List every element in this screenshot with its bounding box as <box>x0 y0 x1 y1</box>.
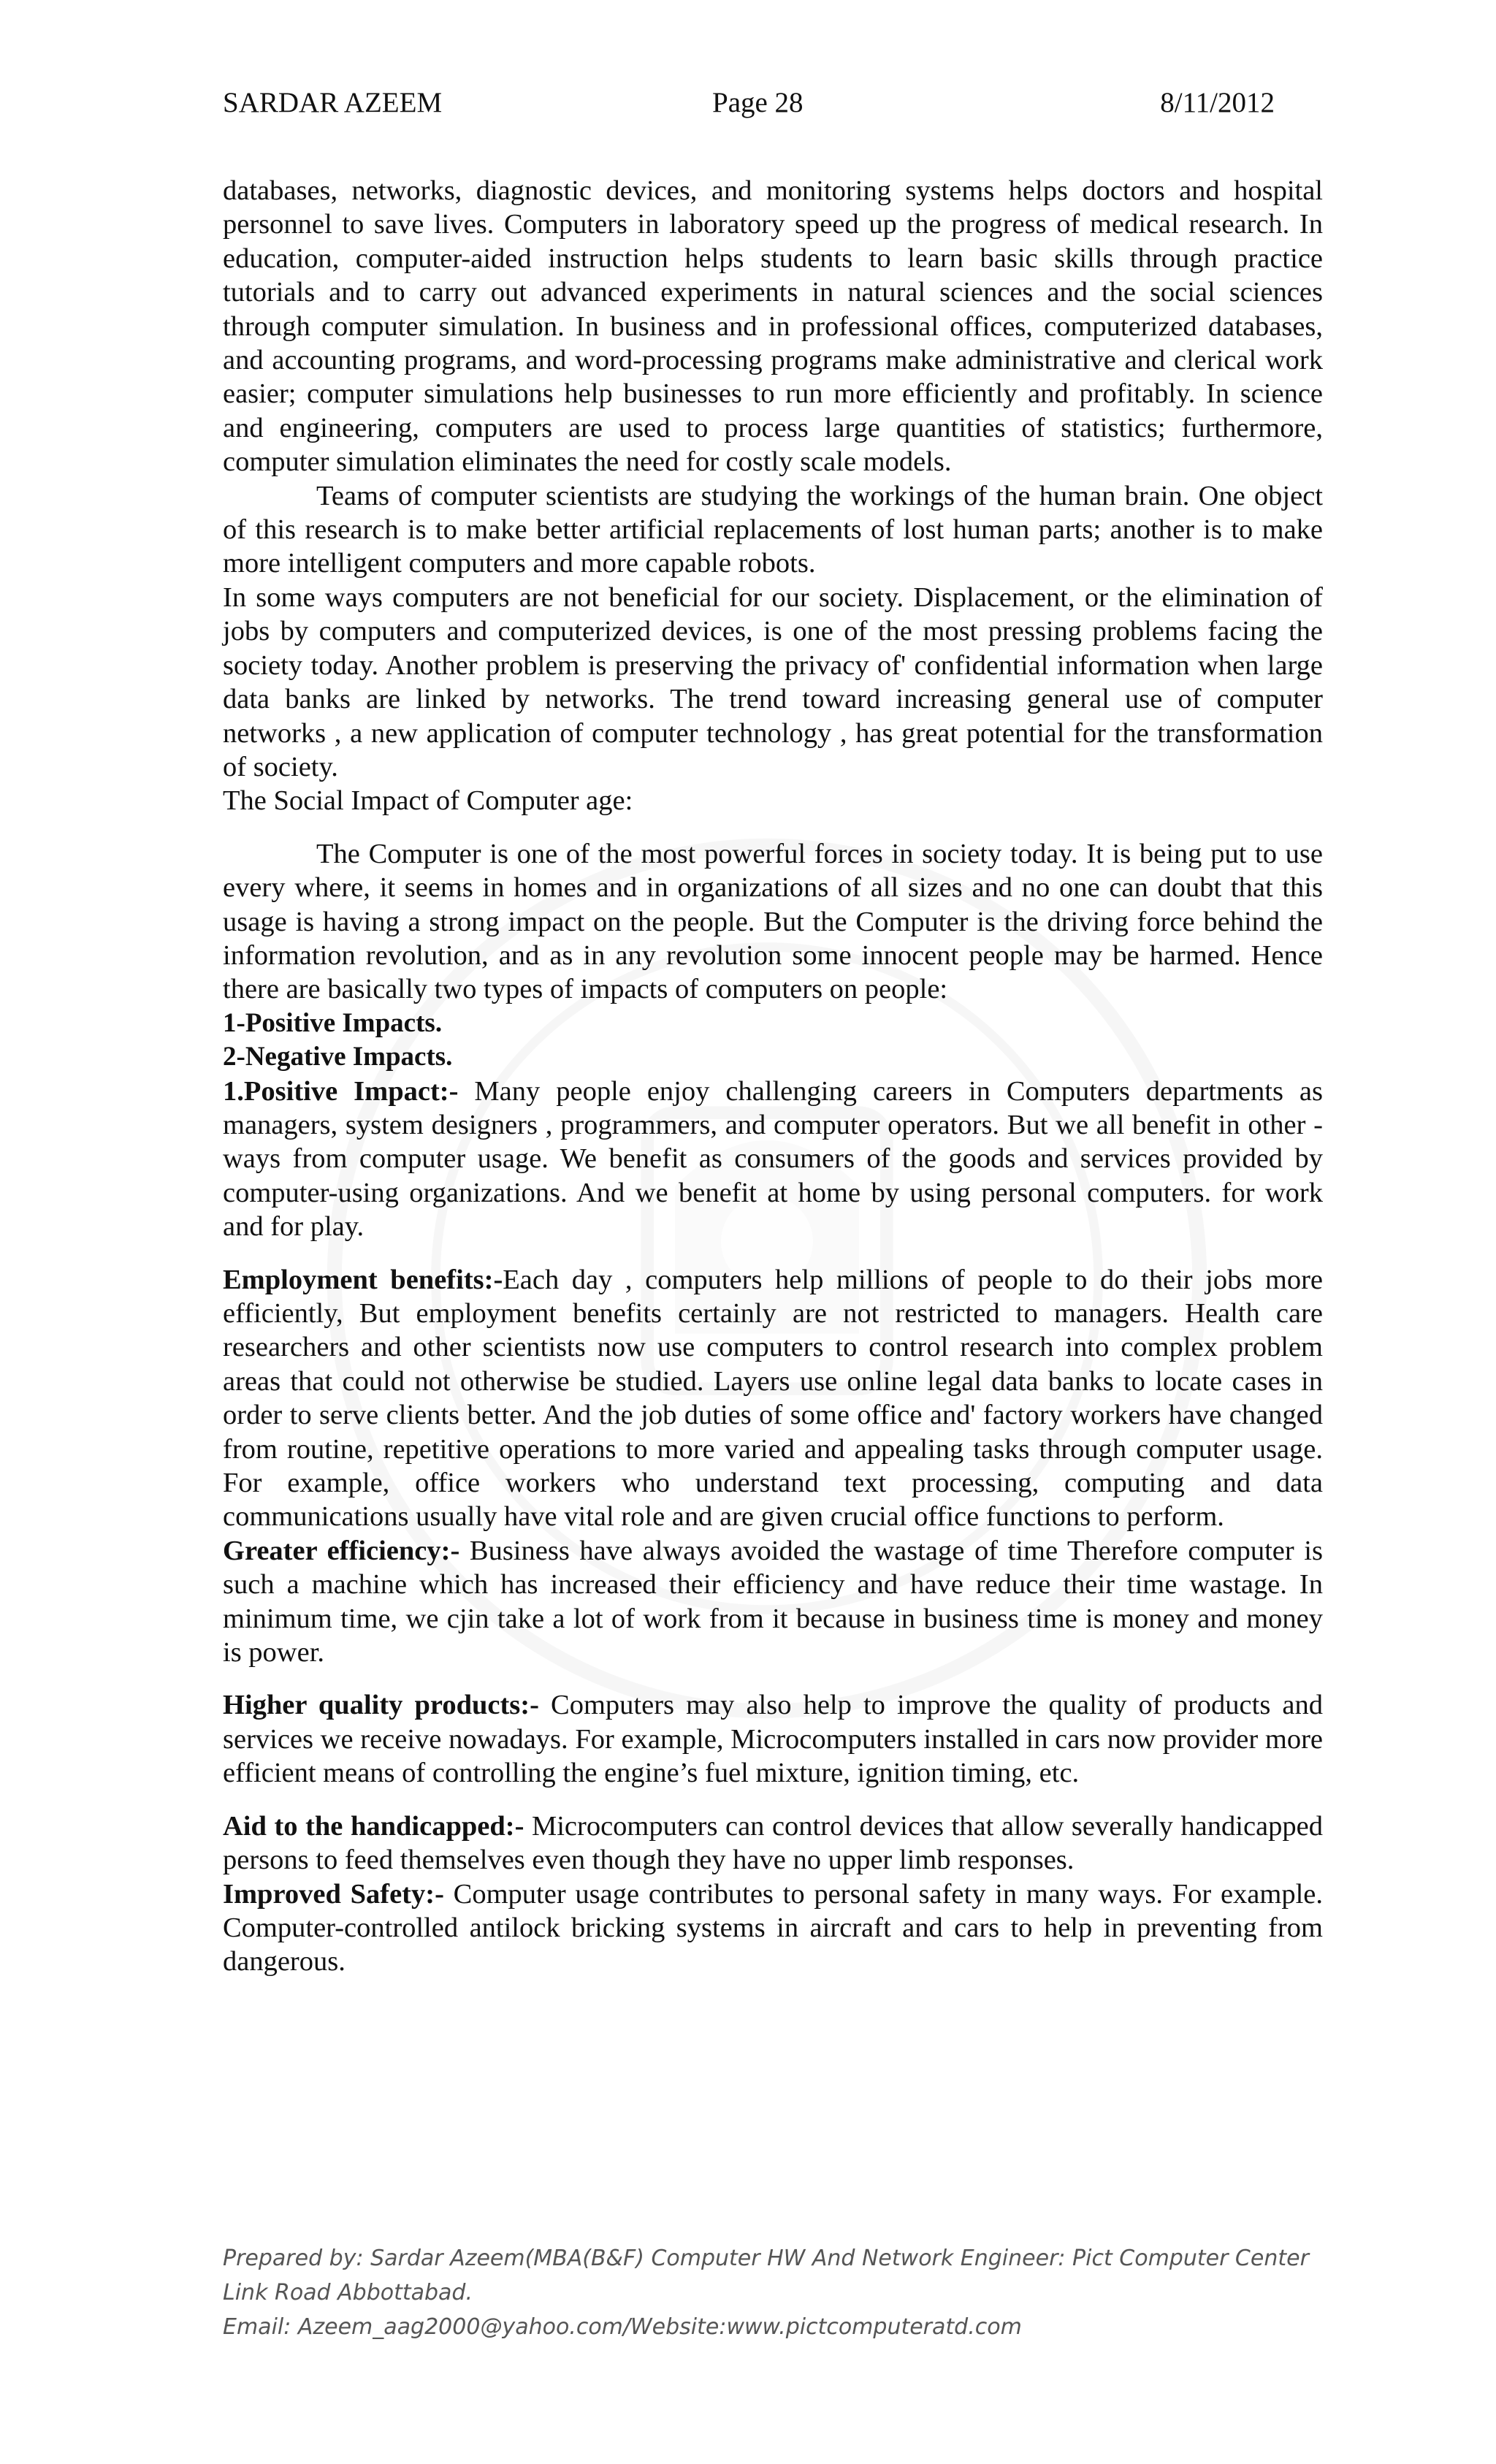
section-title-social-impact: The Social Impact of Computer age: <box>223 785 633 817</box>
text-improved-safety: Computer usage contributes to personal safety in many ways. For example. Computer-controlled antilock bricking systems in aircraft and cars to help in preventing from dangerous. <box>223 1878 1323 1977</box>
paragraph-improved-safety <box>223 1877 1323 1979</box>
paragraph-drawbacks: In some ways computers are not beneficial for our society. Displacement, or the elimination of jobs by computers and computerized devices, is one of the most pressing problems facing the society today. Another problem is preserving the privacy of' confidential information when large data banks are linked by networks. The trend toward increasing general use of computer networks , a new application of computer technology , has great potential for the transformation of society. <box>223 581 1323 782</box>
text-higher-quality: Computers may also help to improve the quality of products and services we receive nowadays. For example, Microcomputers installed in cars now provider more efficient means of controlling the engine’s fuel mixture, ignition timing, etc. <box>223 1690 1323 1789</box>
term-positive-impact: 1.Positive Impact:- <box>223 1075 459 1107</box>
paragraph-brain-research: Teams of computer scientists are studying the workings of the human brain. One object of this research is to make better artificial replacements of lost human parts; another is to make more intelligent computers and more capable robots. <box>223 480 1323 579</box>
text-positive-impact: Many people enjoy challenging careers in Computers departments as managers, system designers , programmers, and computer operators. But we all benefit in other -ways from computer usage. We benefit as consumers of the goods and services provided by computer-using organizations. And we benefit at home by using personal computers. for work and for play. <box>223 1075 1323 1243</box>
footer-contact: Email: Azeem_aag2000@yahoo.com/Website:www.pictcomputeratd.com <box>223 2314 1022 2340</box>
paragraph-social-impact: The Computer is one of the most powerful forces in society today. It is being put to use every where, it seems in homes and in organizations of all sizes and no one can doubt that this usage is having a strong impact on the people. But the Computer is the driving force behind the information revolution, and as in any revolution some innocent people may be harmed. Hence there are basically two types of impacts of computers on people: <box>223 838 1323 1005</box>
header-author: SARDAR AZEEM <box>223 87 443 118</box>
paragraph-handicapped-aid <box>223 1809 1323 1877</box>
term-handicapped-aid: Aid to the handicapped:- <box>223 1810 524 1842</box>
text-handicapped-aid: Microcomputers can control devices that allow severally handicapped persons to feed themselves even though they have no upper limb responses. <box>223 1810 1323 1876</box>
paragraph-positive-impact <box>223 1075 1323 1244</box>
paragraph-higher-quality <box>223 1688 1323 1790</box>
list-item-positive: 1-Positive Impacts. <box>223 1007 443 1038</box>
header-date: 8/11/2012 <box>1160 87 1275 118</box>
text-greater-efficiency: Business have always avoided the wastage of time Therefore computer is such a machine which has increased their efficiency and have reduce their time wastage. In minimum time, we cjin take a lot of work from it because in business time is money and money is power. <box>223 1535 1323 1668</box>
page-body <box>223 174 1323 1979</box>
paragraph-greater-efficiency <box>223 1534 1323 1670</box>
term-higher-quality: Higher quality products:- <box>223 1690 539 1721</box>
term-improved-safety: Improved Safety:- <box>223 1878 444 1910</box>
list-item-negative: 2-Negative Impacts. <box>223 1042 453 1072</box>
term-employment-benefits: Employment benefits:- <box>223 1264 503 1295</box>
page-footer <box>223 2241 1333 2344</box>
header-page-number: Page 28 <box>712 87 804 118</box>
page-header <box>223 86 1275 130</box>
paragraph-applications: databases, networks, diagnostic devices, and monitoring systems helps doctors and hospital personnel to save lives. Computers in laboratory speed up the progress of medical research. In education, computer-aided instruction helps students to learn basic skills through practice tutorials and to carry out advanced experiments in natural sciences and the social sciences through computer simulation. In business and in professional offices, computerized databases, and accounting programs, and word-processing programs make administrative and clerical work easier; computer simulations help businesses to run more efficiently and profitably. In science and engineering, computers are used to process large quantities of statistics; furthermore, computer simulation eliminates the need for costly scale models. <box>223 175 1323 478</box>
footer-prepared-by: Prepared by: Sardar Azeem(MBA(B&F) Computer HW And Network Engineer: Pict Computer Center Link Road Abbottabad. <box>223 2246 1309 2305</box>
text-employment-benefits: Each day , computers help millions of people to do their jobs more efficiently, But employment benefits certainly are not restricted to managers. Health care researchers and other scientists now use computers to control research into complex problem areas that could not otherwise be studied. Layers use online legal data banks to locate cases in order to serve clients better. And the job duties of some office and' factory workers have changed from routine, repetitive operations to more varied and appealing tasks through computer usage. For example, office workers who understand text processing, computing and data communications usually have vital role and are given crucial office functions to perform. <box>223 1264 1323 1533</box>
paragraph-employment-benefits <box>223 1263 1323 1534</box>
term-greater-efficiency: Greater efficiency:- <box>223 1535 460 1566</box>
